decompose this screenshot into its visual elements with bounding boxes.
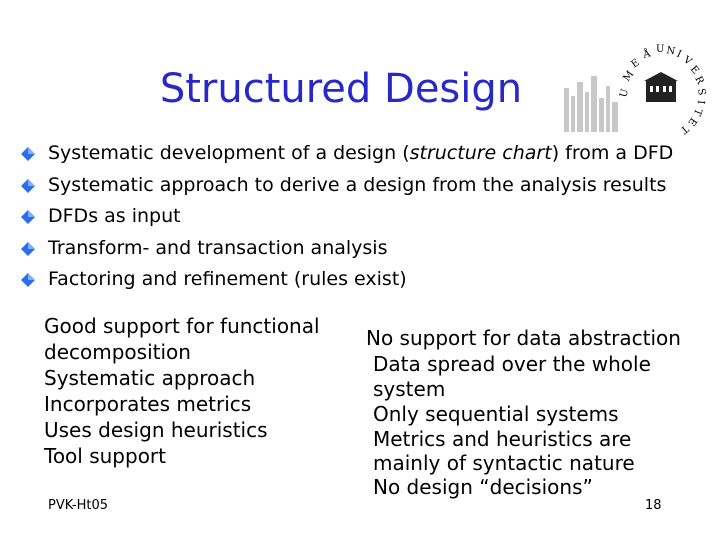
bullet-item	[20, 201, 673, 233]
svg-text:E: E	[687, 63, 701, 77]
svg-text:M: M	[621, 69, 637, 84]
svg-text:U: U	[618, 87, 632, 99]
bullet-item	[20, 170, 673, 202]
svg-text:U: U	[656, 44, 665, 55]
svg-text:I: I	[674, 48, 683, 61]
diamond-bullet-icon	[20, 241, 36, 257]
cons-line: mainly of syntactic nature	[373, 451, 635, 475]
university-logo	[562, 36, 712, 136]
bullet-item	[20, 233, 673, 265]
cons-line: system	[373, 377, 446, 401]
bullet-list	[20, 138, 673, 296]
svg-text:I: I	[694, 99, 706, 105]
bullet-item	[20, 138, 673, 170]
page-number: 18	[645, 498, 662, 513]
svg-text:T: T	[677, 122, 691, 136]
bullet-text: Transform- and transaction analysis	[48, 236, 388, 259]
cons-line: Data spread over the whole	[373, 352, 651, 376]
svg-text:R: R	[692, 74, 706, 87]
cons-column	[366, 325, 681, 499]
diamond-bullet-icon	[20, 272, 36, 288]
pros-line: Uses design heuristics	[44, 418, 268, 442]
svg-text:N: N	[665, 45, 677, 58]
svg-text:E: E	[685, 115, 699, 128]
pros-line: Systematic approach	[44, 366, 256, 390]
pros-line: Incorporates metrics	[44, 392, 252, 416]
diamond-bullet-icon	[20, 178, 36, 194]
pros-column	[44, 313, 320, 469]
cons-line: Only sequential systems	[373, 402, 619, 426]
pros-line: Tool support	[44, 444, 166, 468]
bullet-text: Factoring and refinement (rules exist)	[48, 268, 407, 290]
svg-text:Å: Å	[641, 48, 652, 61]
cons-line: Metrics and heuristics are	[373, 427, 632, 451]
cons-line: No support for data abstraction	[366, 326, 681, 350]
bullet-emphasis: structure chart	[409, 142, 552, 164]
svg-text:V: V	[681, 54, 694, 68]
bullet-item	[20, 264, 673, 296]
bullet-text: Systematic development of a design (	[48, 142, 410, 164]
svg-text:E: E	[629, 57, 642, 71]
pros-line: decomposition	[44, 340, 191, 364]
slide-title: Structured Design	[159, 66, 523, 112]
cons-line: No design “decisions”	[373, 475, 593, 499]
bullet-text: Systematic approach to derive a design from the analysis results	[48, 173, 667, 196]
svg-text:S: S	[695, 87, 708, 97]
diamond-bullet-icon	[20, 209, 36, 225]
svg-text:T: T	[690, 106, 704, 118]
bullet-text: DFDs as input	[48, 205, 181, 227]
diamond-bullet-icon	[20, 146, 36, 162]
footer-course-code: PVK-Ht05	[48, 498, 108, 513]
pros-line: Good support for functional	[44, 314, 320, 338]
bullet-text: ) from a DFD	[551, 142, 674, 164]
